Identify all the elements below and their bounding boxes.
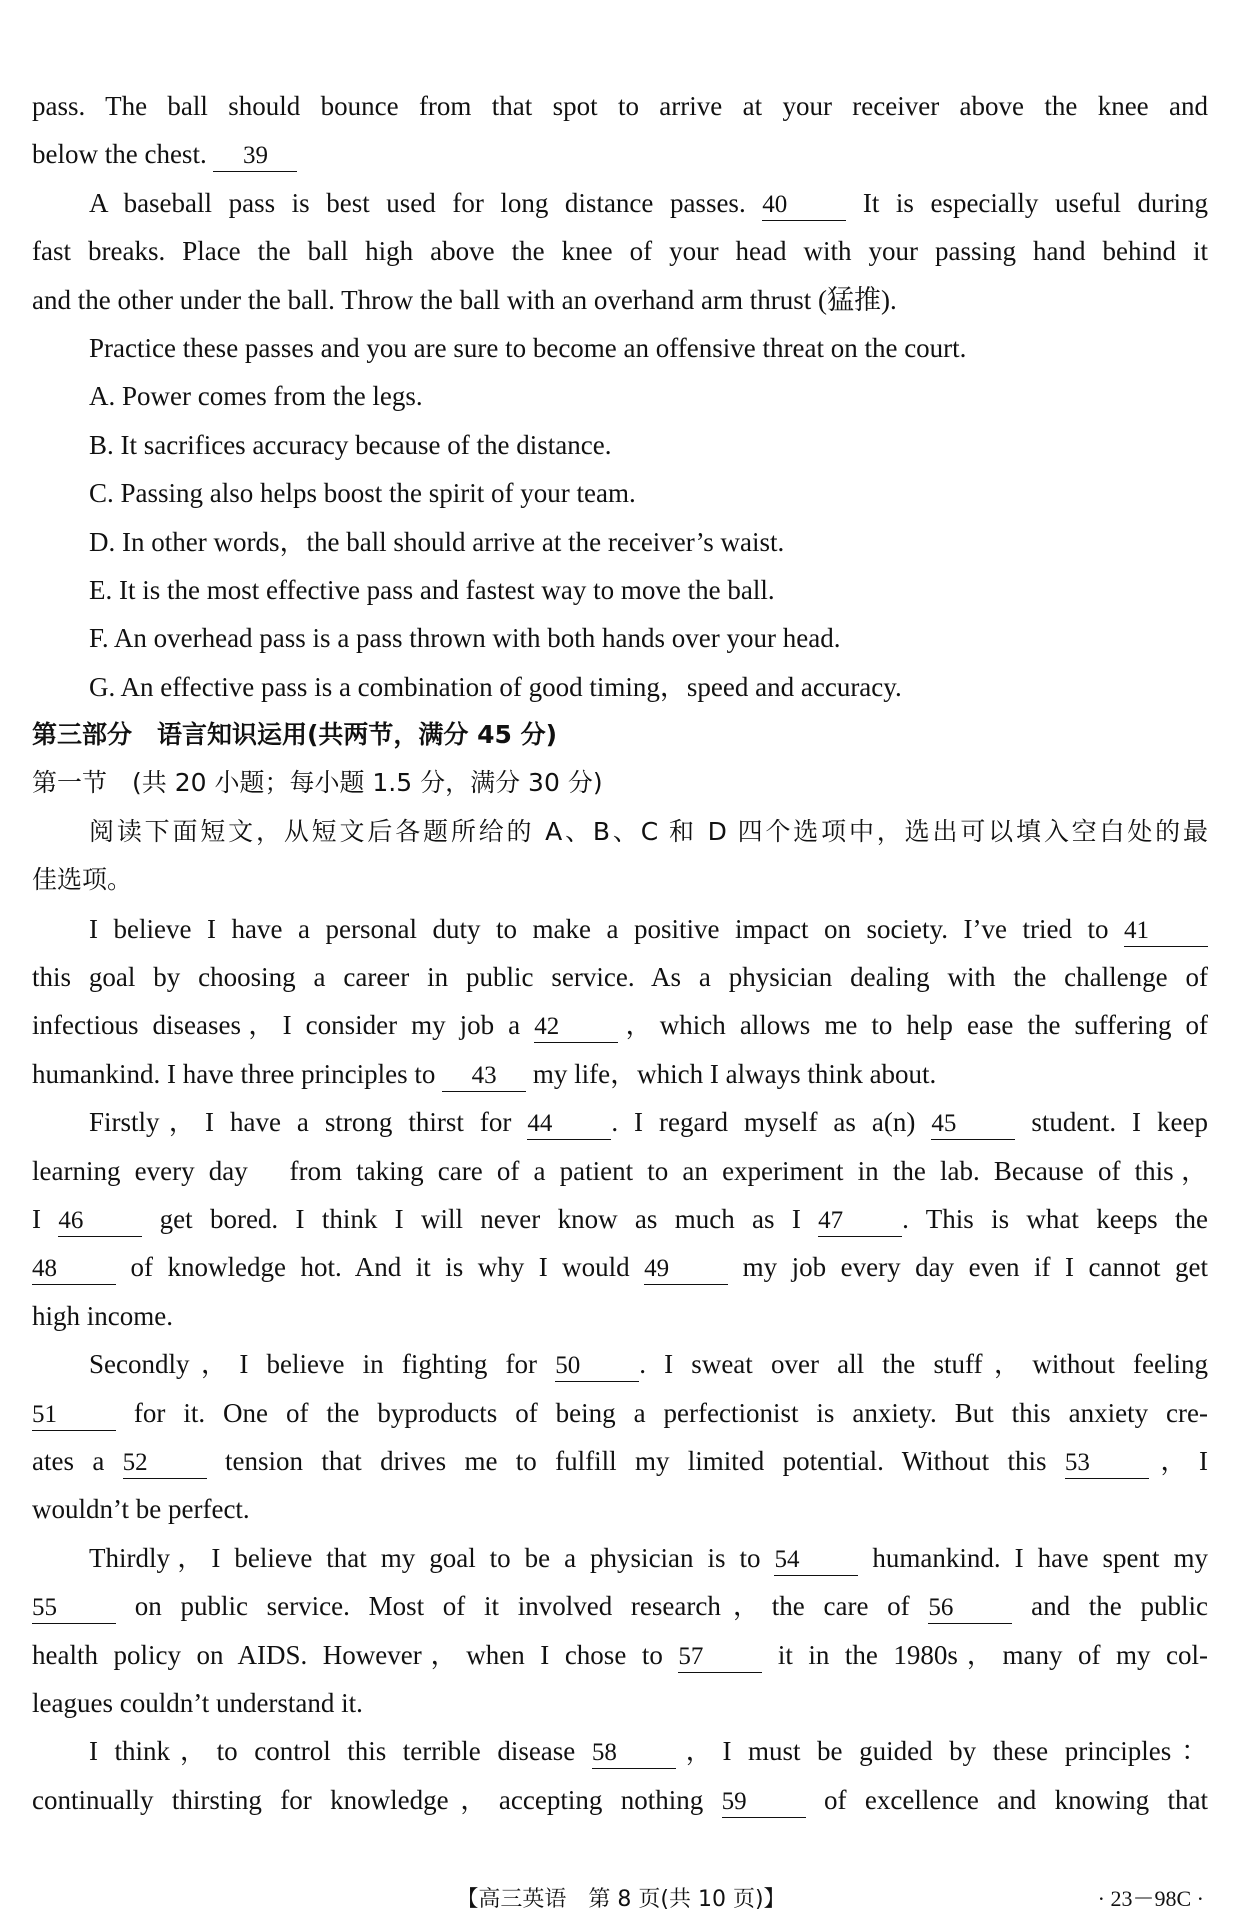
- line-text: 佳选项。: [32, 865, 133, 895]
- line-text: Secondly，I believe in fighting for: [89, 1349, 556, 1380]
- answer-blank: 52: [123, 1448, 207, 1479]
- answer-blank: 44: [527, 1109, 611, 1140]
- line-text: I: [32, 1203, 59, 1234]
- line-text: ates a: [32, 1445, 123, 1476]
- line-text: 第三部分 语言知识运用(共两节，满分 45 分): [32, 720, 558, 750]
- line-text: my job every day even if I cannot get: [728, 1252, 1208, 1283]
- text-line: [32, 276, 1208, 324]
- line-text: on public service. Most of it involved research，the care of: [116, 1591, 929, 1622]
- answer-blank: 43: [442, 1061, 526, 1092]
- text-line: [32, 711, 1208, 759]
- answer-blank: 50: [555, 1351, 639, 1382]
- answer-blank: 58: [592, 1738, 676, 1769]
- text-line: [32, 1679, 1208, 1727]
- text-line: [32, 130, 1208, 178]
- line-text: A. Power comes from the legs.: [89, 381, 423, 412]
- line-text: fast breaks. Place the ball high above the knee of your head with your passing hand behind it: [32, 236, 1208, 267]
- text-line: [32, 1485, 1208, 1533]
- text-line: [32, 227, 1208, 275]
- answer-blank: 47: [818, 1206, 902, 1237]
- line-text: . I regard myself as a(n): [611, 1107, 932, 1138]
- line-text: E. It is the most effective pass and fastest way to move the ball.: [89, 574, 775, 605]
- line-text: I think，to control this terrible disease: [89, 1736, 592, 1767]
- answer-blank: 42: [534, 1012, 618, 1043]
- line-text: . I sweat over all the stuff，without feeling: [639, 1349, 1208, 1380]
- text-line: [32, 663, 1208, 711]
- line-text: for it. One of the byproducts of being a perfectionist is anxiety. But this anxiety cre-: [116, 1397, 1208, 1428]
- line-text: below the chest.: [32, 139, 214, 170]
- line-text: 第一节 (共 20 小题；每小题 1.5 分，满分 30 分): [32, 768, 603, 798]
- text-line: [32, 1582, 1208, 1630]
- answer-blank: 51: [32, 1400, 116, 1431]
- text-line: [32, 1534, 1208, 1582]
- page-footer: [0, 1882, 1242, 1918]
- line-text: Firstly，I have a strong thirst for: [89, 1107, 528, 1138]
- line-text: pass. The ball should bounce from that spot to arrive at your receiver above the knee and: [32, 91, 1208, 121]
- passage-content: [32, 82, 1208, 1824]
- line-text: my life，which I always think about.: [526, 1058, 937, 1089]
- line-text: It is especially useful during: [846, 187, 1208, 218]
- text-line: [32, 1340, 1208, 1388]
- text-line: [32, 82, 1208, 130]
- text-line: [32, 1243, 1208, 1291]
- text-line: [32, 179, 1208, 227]
- answer-blank: 57: [678, 1642, 762, 1673]
- text-line: [32, 518, 1208, 566]
- text-line: [32, 1050, 1208, 1098]
- line-text: get bored. I think I will never know as much as I: [142, 1203, 819, 1234]
- answer-blank: 45: [931, 1109, 1015, 1140]
- answer-blank: 39: [213, 141, 297, 172]
- answer-blank: 40: [762, 190, 846, 221]
- line-text: learning every day from taking care of a patient to an experiment in the lab. Because of this，: [32, 1155, 1208, 1186]
- line-text: humankind. I have three principles to: [32, 1058, 443, 1089]
- line-text: and the public: [1012, 1591, 1208, 1622]
- line-text: humankind. I have spent my: [858, 1542, 1208, 1573]
- footer-paper-code: · 23－98C ·: [1097, 1886, 1204, 1911]
- answer-blank: 48: [32, 1254, 116, 1285]
- line-text: 阅读下面短文，从短文后各题所给的 A、B、C 和 D 四个选项中，选出可以填入空白处的最: [89, 816, 1208, 846]
- answer-blank: 46: [58, 1206, 142, 1237]
- line-text: infectious diseases，I consider my job a: [32, 1010, 535, 1041]
- line-text: G. An effective pass is a combination of good timing，speed and accuracy.: [89, 671, 902, 702]
- line-text: Thirdly，I believe that my goal to be a physician is to: [89, 1542, 775, 1573]
- text-line: [32, 1147, 1208, 1195]
- text-line: [32, 856, 1208, 904]
- line-text: tension that drives me to fulfill my limited potential. Without this: [206, 1445, 1065, 1476]
- line-text: continually thirsting for knowledge，accepting nothing: [32, 1784, 722, 1815]
- answer-blank: 49: [644, 1254, 728, 1285]
- text-line: [32, 905, 1208, 953]
- line-text: wouldn’t be perfect.: [32, 1494, 250, 1525]
- text-line: [32, 1292, 1208, 1340]
- line-text: this goal by choosing a career in public service. As a physician dealing with the challenge of: [32, 962, 1208, 993]
- text-line: [32, 324, 1208, 372]
- line-text: F. An overhead pass is a pass thrown with both hands over your head.: [89, 623, 841, 654]
- line-text: . This is what keeps the: [902, 1203, 1208, 1234]
- answer-blank: 53: [1065, 1448, 1149, 1479]
- text-line: [32, 1195, 1208, 1243]
- answer-blank: 59: [722, 1787, 806, 1818]
- answer-blank: 54: [774, 1545, 858, 1576]
- text-line: [32, 372, 1208, 420]
- line-text: I believe I have a personal duty to make a positive impact on society. I’ve tried to: [89, 913, 1124, 944]
- text-line: [32, 1776, 1208, 1824]
- line-text: it in the 1980s，many of my col-: [762, 1639, 1208, 1670]
- text-line: [32, 566, 1208, 614]
- text-line: [32, 759, 1208, 807]
- answer-blank: 41: [1124, 916, 1208, 947]
- line-text: and the other under the ball. Throw the ball with an overhand arm thrust (猛推).: [32, 284, 897, 315]
- text-line: [32, 1437, 1208, 1485]
- text-line: [32, 1001, 1208, 1049]
- text-line: [32, 614, 1208, 662]
- text-line: [32, 953, 1208, 1001]
- line-text: ，I must be guided by these principles：: [675, 1736, 1208, 1767]
- text-line: [32, 1389, 1208, 1437]
- answer-blank: 56: [928, 1593, 1012, 1624]
- text-line: [32, 469, 1208, 517]
- line-text: ，I: [1148, 1445, 1208, 1476]
- line-text: high income.: [32, 1300, 173, 1331]
- text-line: [32, 808, 1208, 856]
- line-text: leagues couldn’t understand it.: [32, 1687, 363, 1718]
- text-line: [32, 421, 1208, 469]
- line-text: A baseball pass is best used for long distance passes.: [89, 187, 763, 218]
- text-line: [32, 1727, 1208, 1775]
- footer-page-info: 【高三英语 第 8 页(共 10 页)】: [456, 1887, 786, 1912]
- line-text: C. Passing also helps boost the spirit of your team.: [89, 478, 636, 509]
- line-text: D. In other words，the ball should arrive at the receiver’s waist.: [89, 526, 785, 557]
- line-text: of excellence and knowing that: [805, 1784, 1208, 1815]
- line-text: ，which allows me to help ease the suffering of: [618, 1010, 1208, 1041]
- line-text: health policy on AIDS. However，when I chose to: [32, 1639, 679, 1670]
- line-text: of knowledge hot. And it is why I would: [116, 1252, 645, 1283]
- line-text: Practice these passes and you are sure to become an offensive threat on the court.: [89, 332, 967, 363]
- text-line: [32, 1098, 1208, 1146]
- text-line: [32, 1631, 1208, 1679]
- answer-blank: 55: [32, 1593, 116, 1624]
- line-text: student. I keep: [1015, 1107, 1208, 1138]
- line-text: B. It sacrifices accuracy because of the distance.: [89, 429, 612, 460]
